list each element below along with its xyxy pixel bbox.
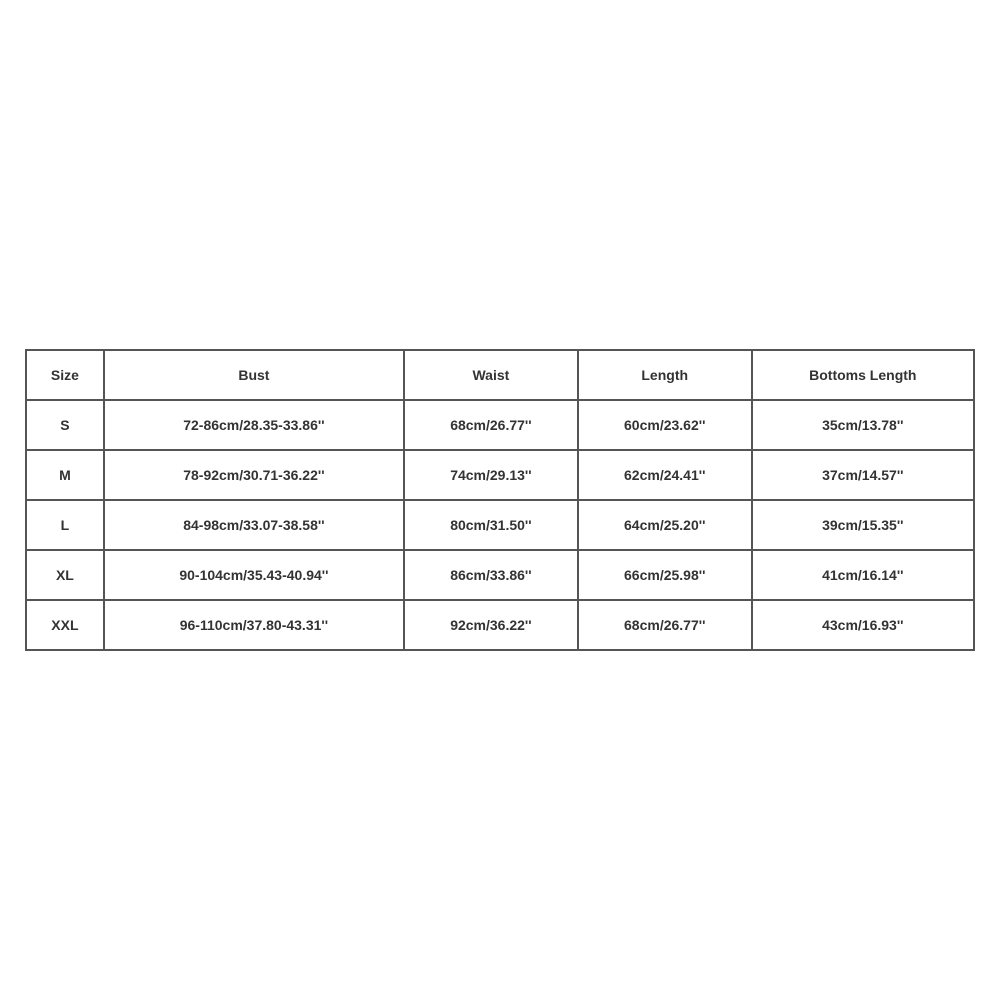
cell-bottoms-length: 43cm/16.93'' — [752, 600, 974, 650]
cell-waist: 80cm/31.50'' — [404, 500, 578, 550]
cell-bust: 96-110cm/37.80-43.31'' — [104, 600, 404, 650]
header-length: Length — [578, 350, 752, 400]
cell-size: M — [26, 450, 104, 500]
cell-length: 66cm/25.98'' — [578, 550, 752, 600]
cell-waist: 86cm/33.86'' — [404, 550, 578, 600]
cell-bust: 90-104cm/35.43-40.94'' — [104, 550, 404, 600]
table-row — [26, 600, 974, 650]
cell-length: 64cm/25.20'' — [578, 500, 752, 550]
cell-waist: 74cm/29.13'' — [404, 450, 578, 500]
table-row — [26, 550, 974, 600]
cell-bust: 78-92cm/30.71-36.22'' — [104, 450, 404, 500]
table-row — [26, 450, 974, 500]
cell-bottoms-length: 37cm/14.57'' — [752, 450, 974, 500]
cell-bottoms-length: 39cm/15.35'' — [752, 500, 974, 550]
cell-waist: 68cm/26.77'' — [404, 400, 578, 450]
cell-waist: 92cm/36.22'' — [404, 600, 578, 650]
cell-length: 68cm/26.77'' — [578, 600, 752, 650]
size-chart-table — [25, 349, 975, 651]
cell-size: L — [26, 500, 104, 550]
header-size: Size — [26, 350, 104, 400]
cell-size: XXL — [26, 600, 104, 650]
table-row — [26, 500, 974, 550]
cell-size: XL — [26, 550, 104, 600]
cell-bottoms-length: 35cm/13.78'' — [752, 400, 974, 450]
cell-bust: 84-98cm/33.07-38.58'' — [104, 500, 404, 550]
header-waist: Waist — [404, 350, 578, 400]
cell-bust: 72-86cm/28.35-33.86'' — [104, 400, 404, 450]
cell-length: 62cm/24.41'' — [578, 450, 752, 500]
cell-size: S — [26, 400, 104, 450]
table-row — [26, 400, 974, 450]
cell-length: 60cm/23.62'' — [578, 400, 752, 450]
cell-bottoms-length: 41cm/16.14'' — [752, 550, 974, 600]
header-bust: Bust — [104, 350, 404, 400]
table-header-row — [26, 350, 974, 400]
header-bottoms-length: Bottoms Length — [752, 350, 974, 400]
